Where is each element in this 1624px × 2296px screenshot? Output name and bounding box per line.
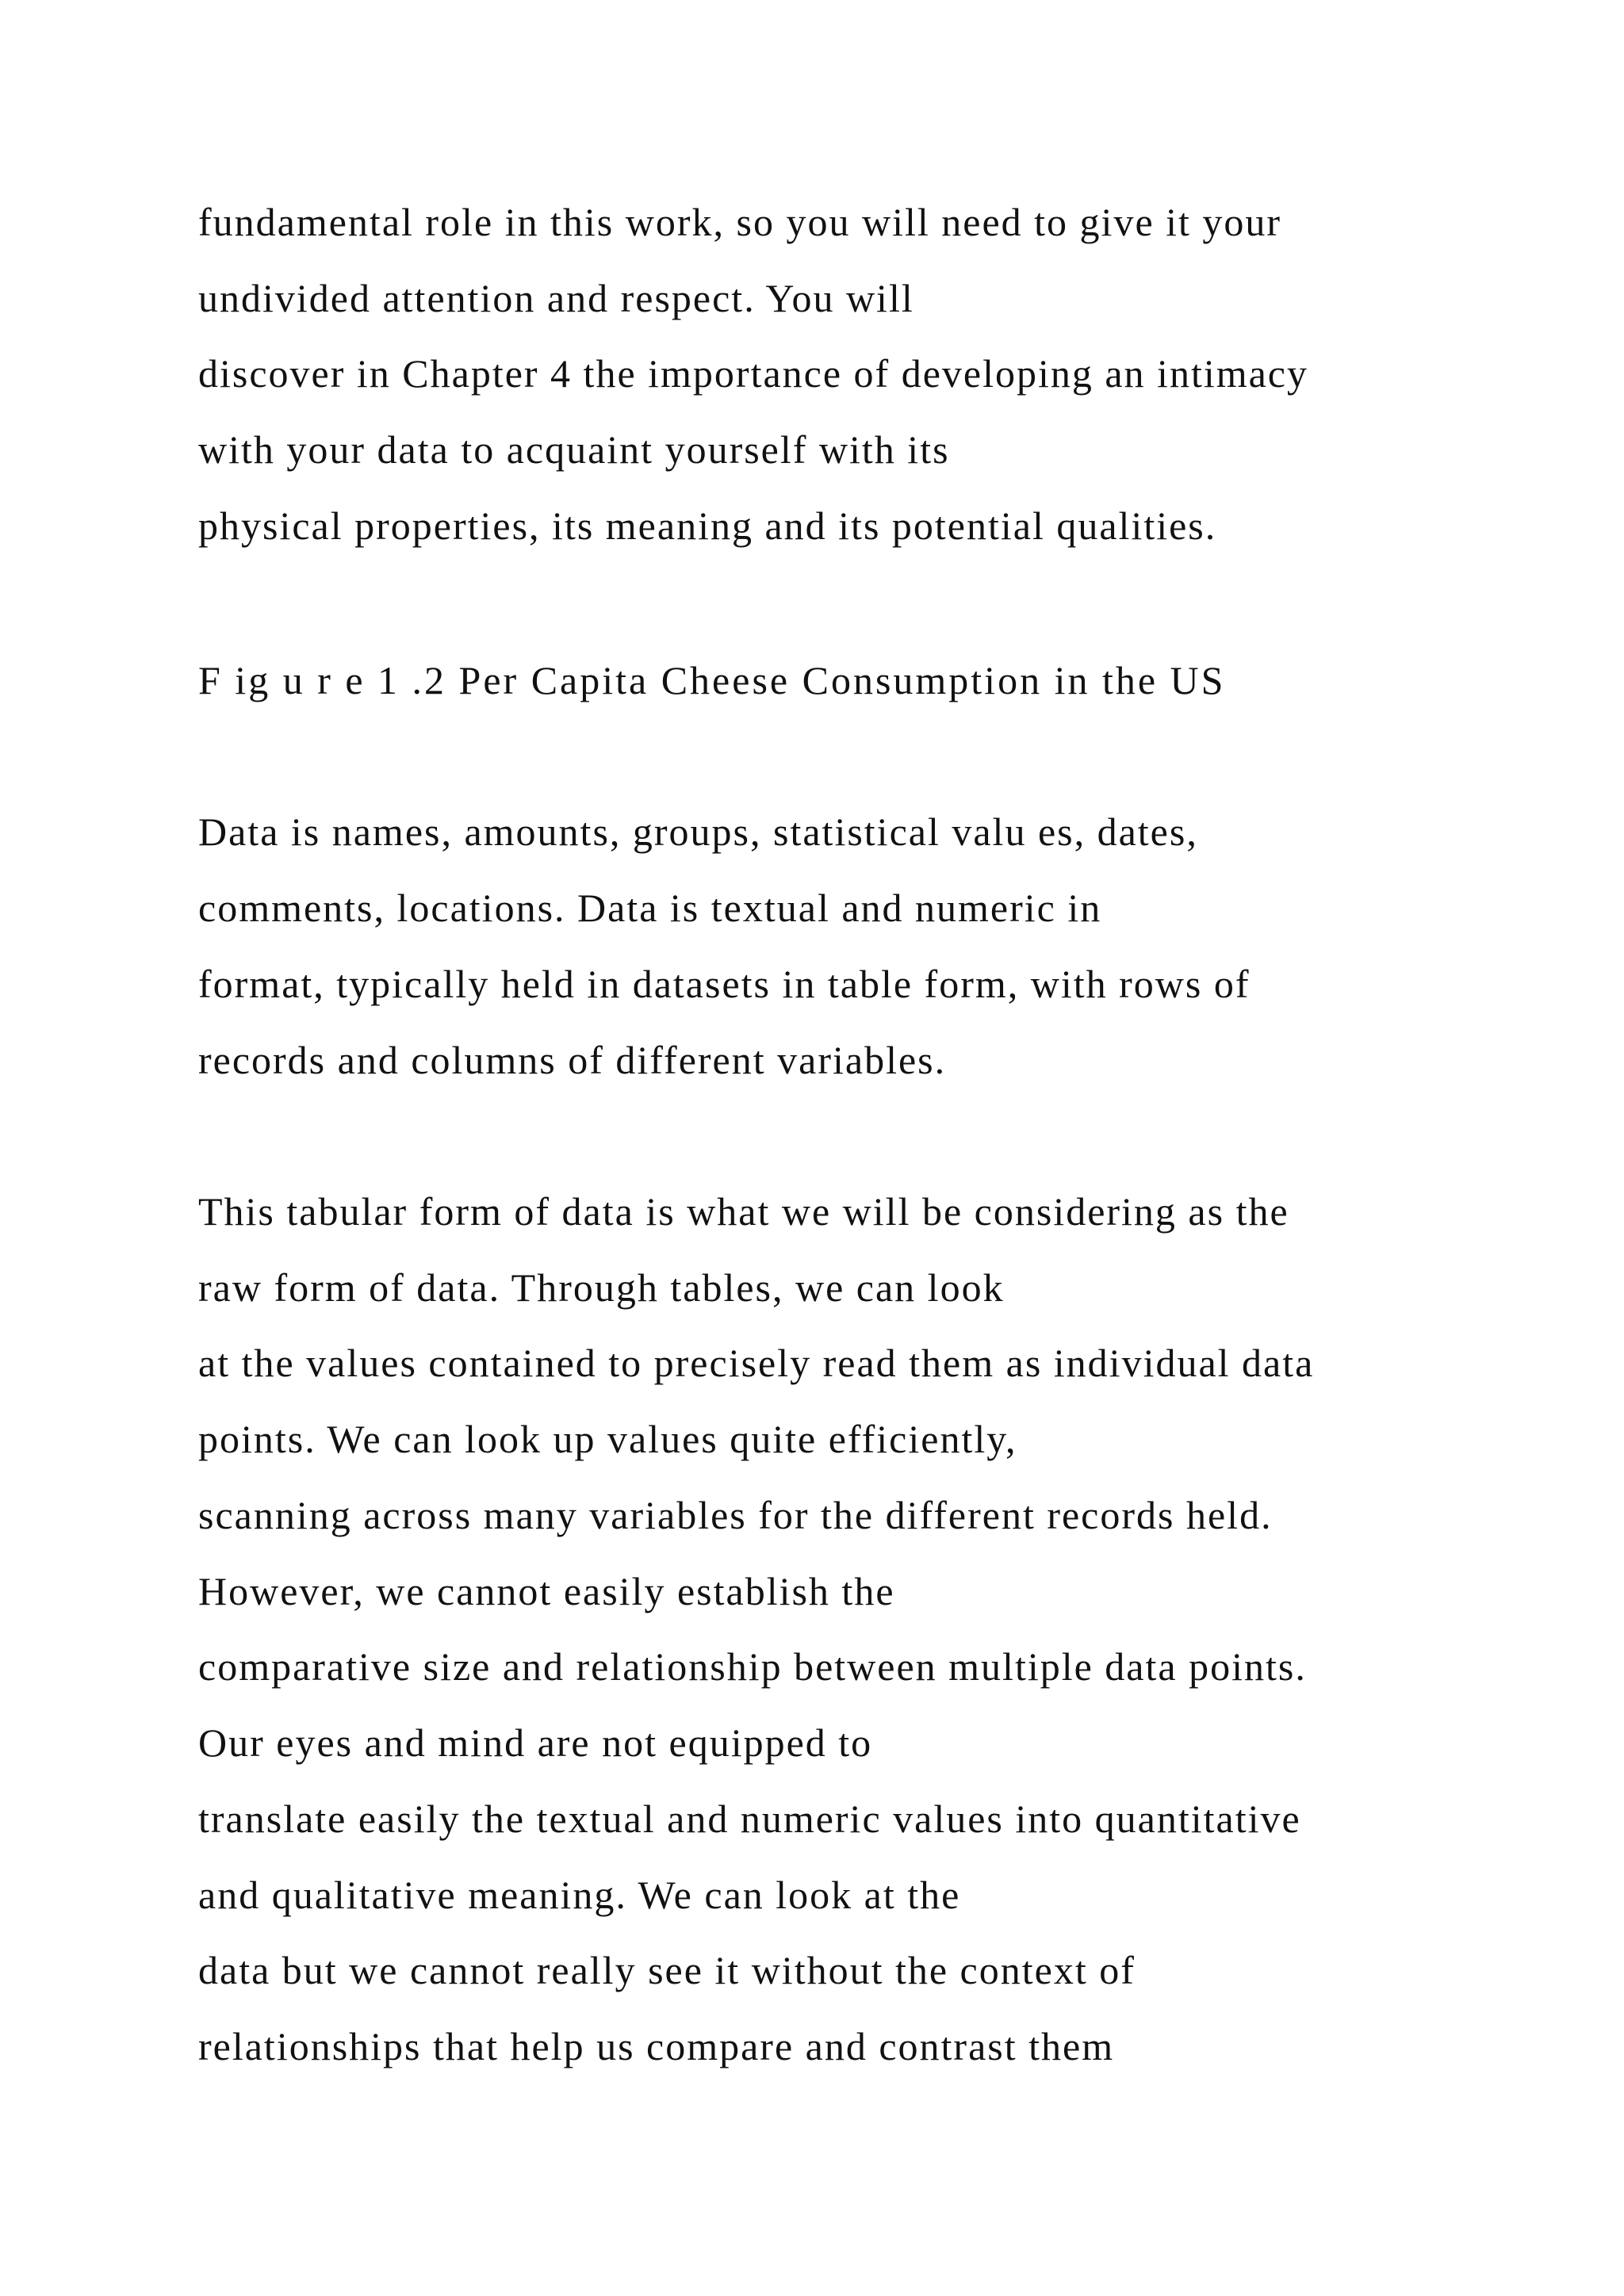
body-text-line: data but we cannot really see it without the context of bbox=[198, 1948, 1136, 1992]
body-text-line: at the values contained to precisely read them as individual data bbox=[198, 1341, 1315, 1385]
body-text-line: with your data to acquaint yourself with its bbox=[198, 427, 950, 472]
body-text-line: translate easily the textual and numeric values into quantitative bbox=[198, 1797, 1301, 1841]
body-text-line: points. We can look up values quite efficiently, bbox=[198, 1417, 1017, 1461]
body-text-line: format, typically held in datasets in table form, with rows of bbox=[198, 962, 1251, 1006]
body-text-line: raw form of data. Through tables, we can look bbox=[198, 1265, 1005, 1310]
body-text-line: undivided attention and respect. You will bbox=[198, 276, 914, 320]
body-text-line: Data is names, amounts, groups, statistical valu es, dates, bbox=[198, 809, 1198, 854]
body-text-line: and qualitative meaning. We can look at the bbox=[198, 1873, 961, 1917]
body-text-line: This tabular form of data is what we will be considering as the bbox=[198, 1189, 1289, 1234]
body-text-line: fundamental role in this work, so you will need to give it your bbox=[198, 200, 1282, 244]
body-text-line: scanning across many variables for the different records held. bbox=[198, 1493, 1273, 1537]
figure-caption: F ig u r e 1 .2 Per Capita Cheese Consumption in the US bbox=[198, 658, 1226, 702]
body-text-line: records and columns of different variables. bbox=[198, 1038, 947, 1082]
body-text-line: relationships that help us compare and contrast them bbox=[198, 2024, 1115, 2068]
body-text-line: physical properties, its meaning and its potential qualities. bbox=[198, 503, 1217, 548]
body-text-line: comments, locations. Data is textual and numeric in bbox=[198, 886, 1102, 930]
body-text-line: discover in Chapter 4 the importance of developing an intimacy bbox=[198, 351, 1309, 396]
body-text-line: comparative size and relationship between multiple data points. bbox=[198, 1644, 1307, 1689]
body-text-line: Our eyes and mind are not equipped to bbox=[198, 1720, 873, 1765]
body-text-line: However, we cannot easily establish the bbox=[198, 1569, 895, 1613]
